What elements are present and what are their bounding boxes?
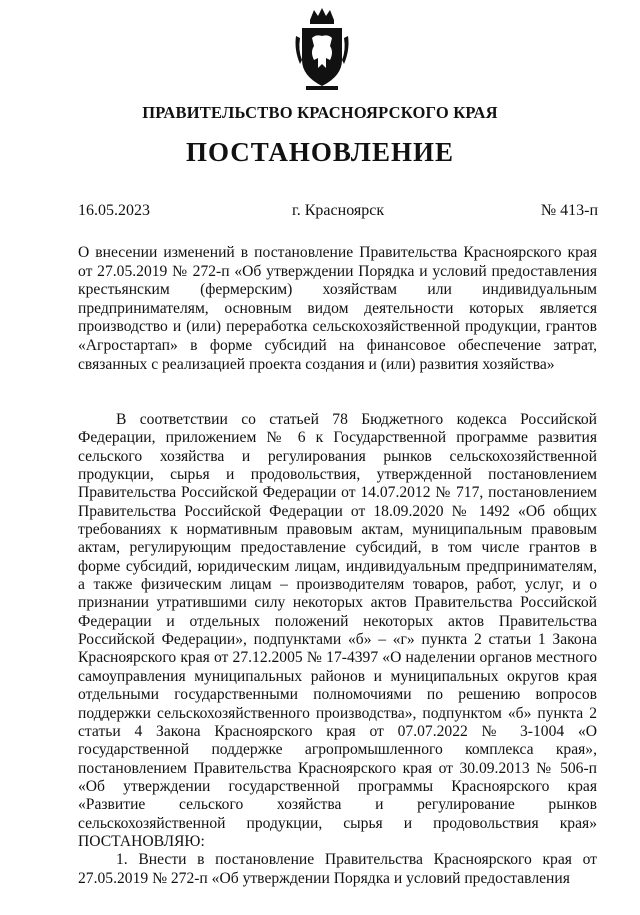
item-1-paragraph: 1. Внести в постановление Правительства Красноярского края от 27.05.2019 № 272-п «Об утверждении Порядка и условий предоставления bbox=[78, 851, 597, 887]
preamble-paragraph: В соответствии со статьей 78 Бюджетного кодекса Российской Федерации, приложением № 6 к Государственной программе развития сельского хозяйства и регулирования рынков сельскохозяйственной продукции, сырья и продовольствия, утвержденной постановлением Правительства Российской Федерации от 14.07.2012 № 717, постановлением Правительства Российской Федерации от 18.09.2020 № 1492 «Об общих требованиях к нормативным правовым актам, муниципальным правовым актам, регулирующим предоставление субсидий, в том числе грантов в форме субсидий, юридическим лицам, индивидуальным предпринимателям, а также физическим лицам – производителям товаров, работ, услуг, и о признании утратившими силу некоторых актов Правительства Российской Федерации и отдельных положений некоторых актов Правительства Российской Федерации», подпунктами «б» – «г» пункта 2 статьи 1 Закона Красноярского края от 27.12.2005 № 17-4397 «О наделении органов местного самоуправления муниципальных районов и муниципальных округов края отдельными государственными полномочиями по решению вопросов поддержки сельскохозяйственного производства», подпунктом «б» пункта 2 статьи 4 Закона Красноярского края от 07.07.2022 № 3-1004 «О государственной поддержке агропромышленного комплекса края», постановлением Правительства Красноярского края от 30.09.2013 № 506-п «Об утверждении государственной программы Красноярского края «Развитие сельского хозяйства и регулирование рынков сельскохозяйственной продукции, сырья и продовольствия края» ПОСТАНОВЛЯЮ: bbox=[78, 411, 597, 850]
document-body bbox=[78, 411, 597, 888]
coat-of-arms-emblem bbox=[292, 6, 352, 92]
document-meta bbox=[78, 202, 598, 224]
document-subject: О внесении изменений в постановление Правительства Красноярского края от 27.05.2019 № 272-п «Об утверждении Порядка и условий предоставления крестьянским (фермерским) хозяйствам или индивидуальным предпринимателям, основным видом деятельности которых является производство и (или) переработка сельскохозяйственной продукции, грантов «Агростартап» в форме субсидий на финансовое обеспечение затрат, связанных с реализацией проекта создания и (или) развития хозяйства» bbox=[78, 244, 597, 373]
document-number: № 413-п bbox=[540, 202, 598, 219]
document-type-title: ПОСТАНОВЛЕНИЕ bbox=[185, 137, 455, 167]
document-date: 16.05.2023 bbox=[78, 202, 150, 219]
document-city: г. Красноярск bbox=[292, 202, 385, 219]
government-title: ПРАВИТЕЛЬСТВО КРАСНОЯРСКОГО КРАЯ bbox=[142, 103, 498, 122]
